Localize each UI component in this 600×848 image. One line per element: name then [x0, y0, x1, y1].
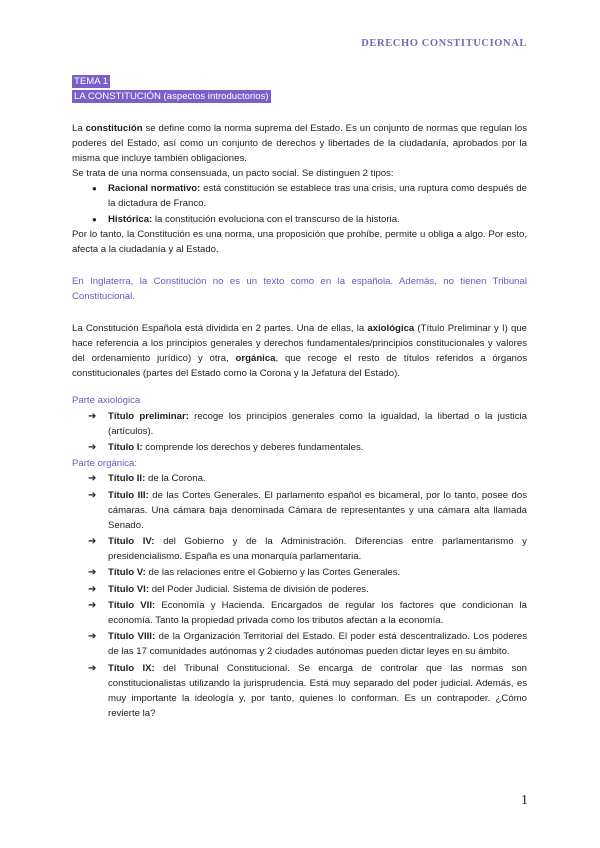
subtitle-heading-line	[72, 89, 527, 104]
item-text: comprende los derechos y deberes fundamentales.	[142, 441, 364, 453]
item-text: de las relaciones entre el Gobierno y las Cortes Generales.	[145, 567, 401, 579]
item-bold: Título VIII:	[108, 631, 156, 643]
conclusion-paragraph: Por lo tanto, la Constitución es una norma, una proposición que prohíbe, permite u obliga a algo. Por esto, afecta a la ciudadanía y al Estado.	[72, 228, 527, 255]
subtitle-heading: LA CONSTITUCIÓN (aspectos introductorios)	[74, 91, 269, 102]
list-item	[88, 582, 527, 597]
item-text: la constitución evoluciona con el transcurso de la historia.	[152, 213, 400, 225]
list-item	[88, 488, 527, 533]
list-item	[88, 440, 527, 455]
item-bold: Título II:	[108, 473, 146, 485]
types-list	[72, 181, 527, 226]
item-bold: Título IV:	[108, 536, 155, 547]
list-item	[88, 409, 527, 439]
item-text: recoge los principios generales como la igualdad, la libertad o la justicia (artículos).	[108, 410, 527, 437]
organica-section-title: Parte orgánica:	[72, 458, 138, 470]
intro-text-post: se define como la norma suprema del Estado. Es un conjunto de normas que regulan los poderes del Estado, así como un conjunto de derechos y libertades de la ciudadanía, aprobados por la misma que incluye también obligaciones.	[72, 123, 528, 165]
list-item	[88, 565, 527, 580]
tema-heading-line	[72, 74, 527, 89]
intro-text-pre: La	[72, 123, 86, 134]
item-bold: Título VI:	[108, 583, 150, 595]
arrow-icon: ➔	[88, 489, 97, 501]
page-content	[72, 74, 527, 722]
types-intro: Se trata de una norma consensuada, un pacto social. Se distinguen 2 tipos:	[72, 168, 394, 180]
item-bold: Título preliminar:	[108, 410, 189, 422]
list-item	[88, 598, 527, 628]
arrow-icon: ➔	[88, 536, 97, 547]
axiologica-section-title: Parte axiológica	[72, 395, 141, 407]
arrow-icon: ➔	[88, 567, 97, 579]
item-bold: Título IX:	[108, 662, 155, 674]
page-number: 1	[521, 793, 528, 808]
list-item	[108, 212, 527, 227]
division-bold-axiologica: axiológica	[367, 323, 415, 335]
item-text: de la Organización Territorial del Estado. El poder está descentralizado. Los poderes de las 17 comunidades autónomas y 2 ciudades autónomas pueden dictar leyes en su ámbito.	[108, 631, 527, 658]
intro-bold-term: constitución	[85, 123, 143, 134]
division-paragraph	[72, 321, 527, 381]
arrow-icon: ➔	[88, 441, 97, 453]
organica-list	[72, 471, 527, 721]
item-bold: Racional normativo:	[108, 183, 201, 195]
item-bold: Título III:	[108, 489, 149, 501]
axiologica-list	[72, 409, 527, 455]
list-item	[88, 534, 527, 564]
item-text: del Tribunal Constitucional. Se encarga de controlar que las normas son constitucionalistas utilizando la jurisprudencia. Está muy separado del poder judicial. Además, es muy importante la ideología y, por tanto, quienes lo conforman. Es un contrapoder. ¿Cómo revierte la?	[108, 662, 528, 719]
arrow-icon: ➔	[88, 662, 97, 674]
division-text-mid: (Título Preliminar y I) que hace referencia a los principios generales y derechos fundamentales/principios constitucionales y valores del ordenamiento jurídico) y otra,	[72, 323, 527, 365]
list-item	[88, 661, 528, 721]
arrow-icon: ➔	[88, 583, 97, 595]
arrow-icon: ➔	[88, 410, 97, 422]
list-item	[88, 629, 527, 659]
arrow-icon: ➔	[88, 599, 97, 611]
tema-heading: TEMA 1	[74, 76, 109, 87]
division-bold-organica: orgánica	[235, 353, 276, 365]
item-text: Economía y Hacienda. Encargados de regular los factores que condicionan la economía. Tanto la propiedad privada como los tributos afectan a la economía.	[108, 599, 527, 627]
item-text: del Gobierno y de la Administración. Diferencias entre parlamentarismo y presidencialismo. España es una monarquía parlamentaria.	[108, 536, 527, 563]
item-bold: Histórica:	[108, 213, 153, 225]
list-item	[88, 471, 527, 486]
running-header: DERECHO CONSTITUCIONAL	[361, 38, 527, 49]
item-text: de la Corona.	[145, 473, 206, 485]
division-text-post: , que recoge el resto de títulos referidos a órganos constitucionales (partes del Estado como la Corona y la Jefatura del Estado).	[72, 353, 528, 380]
item-bold: Título I:	[108, 441, 143, 453]
item-text: está constitución se establece tras una crisis, una ruptura como después de la dictadura de Franco.	[108, 183, 527, 210]
england-note: En Inglaterra, la Constitución no es un texto como en la española. Además, no tienen Tribunal Constitucional.	[72, 275, 527, 302]
list-item	[108, 181, 527, 211]
item-bold: Título VII:	[108, 599, 156, 611]
arrow-icon: ➔	[88, 473, 97, 485]
arrow-icon: ➔	[88, 631, 97, 643]
intro-paragraph	[72, 121, 527, 166]
item-bold: Título V:	[108, 567, 146, 579]
division-text-pre: La Constitución Española está dividida en 2 partes. Una de ellas, la	[72, 323, 368, 335]
item-text: del Poder Judicial. Sistema de división de poderes.	[149, 583, 369, 595]
item-text: de las Cortes Generales. El parlamento español es bicameral, por lo tanto, posee dos cámaras. Una cámara baja denominada Cámara de representantes y una cámara alta llamada Senado.	[108, 489, 527, 531]
